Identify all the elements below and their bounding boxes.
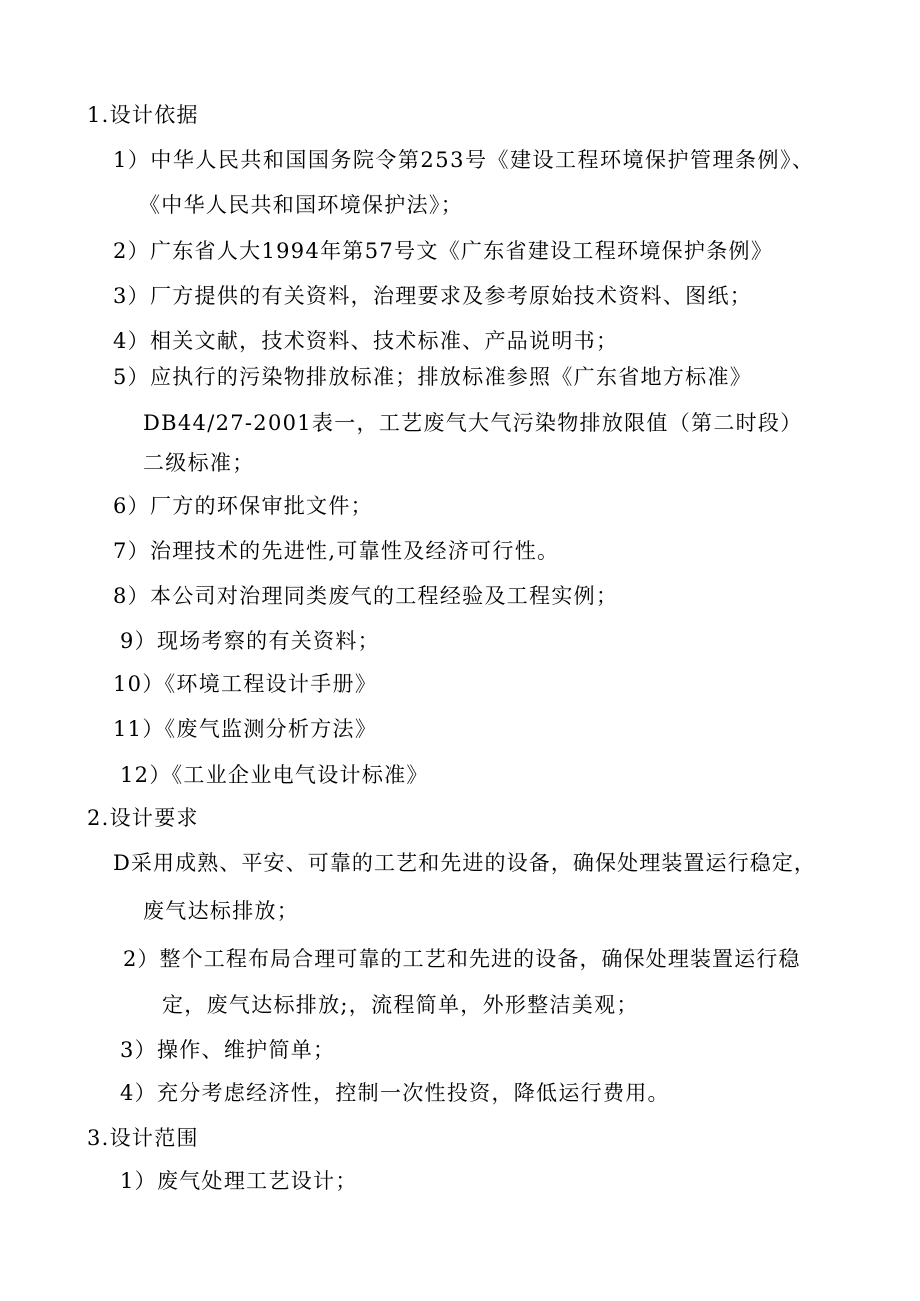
list-item-continuation: 废气达标排放； (143, 899, 300, 923)
list-item: 1）废气处理工艺设计； (120, 1169, 358, 1193)
section-heading-design-basis: 1.设计依据 (87, 103, 199, 127)
list-item: 8）本公司对治理同类废气的工程经验及工程实例； (113, 584, 619, 608)
list-item: 4）充分考虑经济性，控制一次性投资，降低运行费用。 (120, 1081, 670, 1105)
list-item-continuation: DB44/27-2001表一，工艺废气大气污染物排放限值（第二时段） (143, 411, 803, 435)
list-item: 6）厂方的环保审批文件； (113, 494, 373, 518)
list-item: D采用成熟、平安、可靠的工艺和先进的设备，确保处理装置运行稳定， (113, 851, 817, 875)
list-item: 3）厂方提供的有关资料，治理要求及参考原始技术资料、图纸； (113, 284, 753, 308)
section-heading-design-scope: 3.设计范围 (87, 1126, 199, 1150)
list-item: 10）《环境工程设计手册》 (113, 672, 378, 696)
list-item: 2）广东省人大1994年第57号文《广东省建设工程环境保护条例》 (113, 239, 774, 263)
section-heading-design-requirements: 2.设计要求 (87, 806, 199, 830)
list-item-continuation: 《中华人民共和国环境保护法》； (139, 193, 463, 217)
list-item: 9）现场考察的有关资料； (120, 629, 380, 653)
list-item: 5）应执行的污染物排放标准；排放标准参照《广东省地方标准》 (113, 365, 753, 389)
list-item: 2）整个工程布局合理可靠的工艺和先进的设备，确保处理装置运行稳 (123, 947, 801, 971)
list-item: 4）相关文献，技术资料、技术标准、产品说明书； (113, 329, 619, 353)
list-item-continuation: 二级标准； (143, 451, 255, 475)
list-item: 1）中华人民共和国国务院令第253号《建设工程环境保护管理条例》、 (113, 148, 815, 172)
list-item: 7）治理技术的先进性,可靠性及经济可行性。 (113, 539, 560, 563)
list-item: 12）《工业企业电气设计标准》 (120, 763, 429, 787)
list-item: 3）操作、维护简单； (120, 1038, 336, 1062)
list-item: 11）《废气监测分析方法》 (113, 717, 378, 741)
list-item-continuation: 定，废气达标排放;，流程简单，外形整洁美观； (162, 993, 639, 1017)
